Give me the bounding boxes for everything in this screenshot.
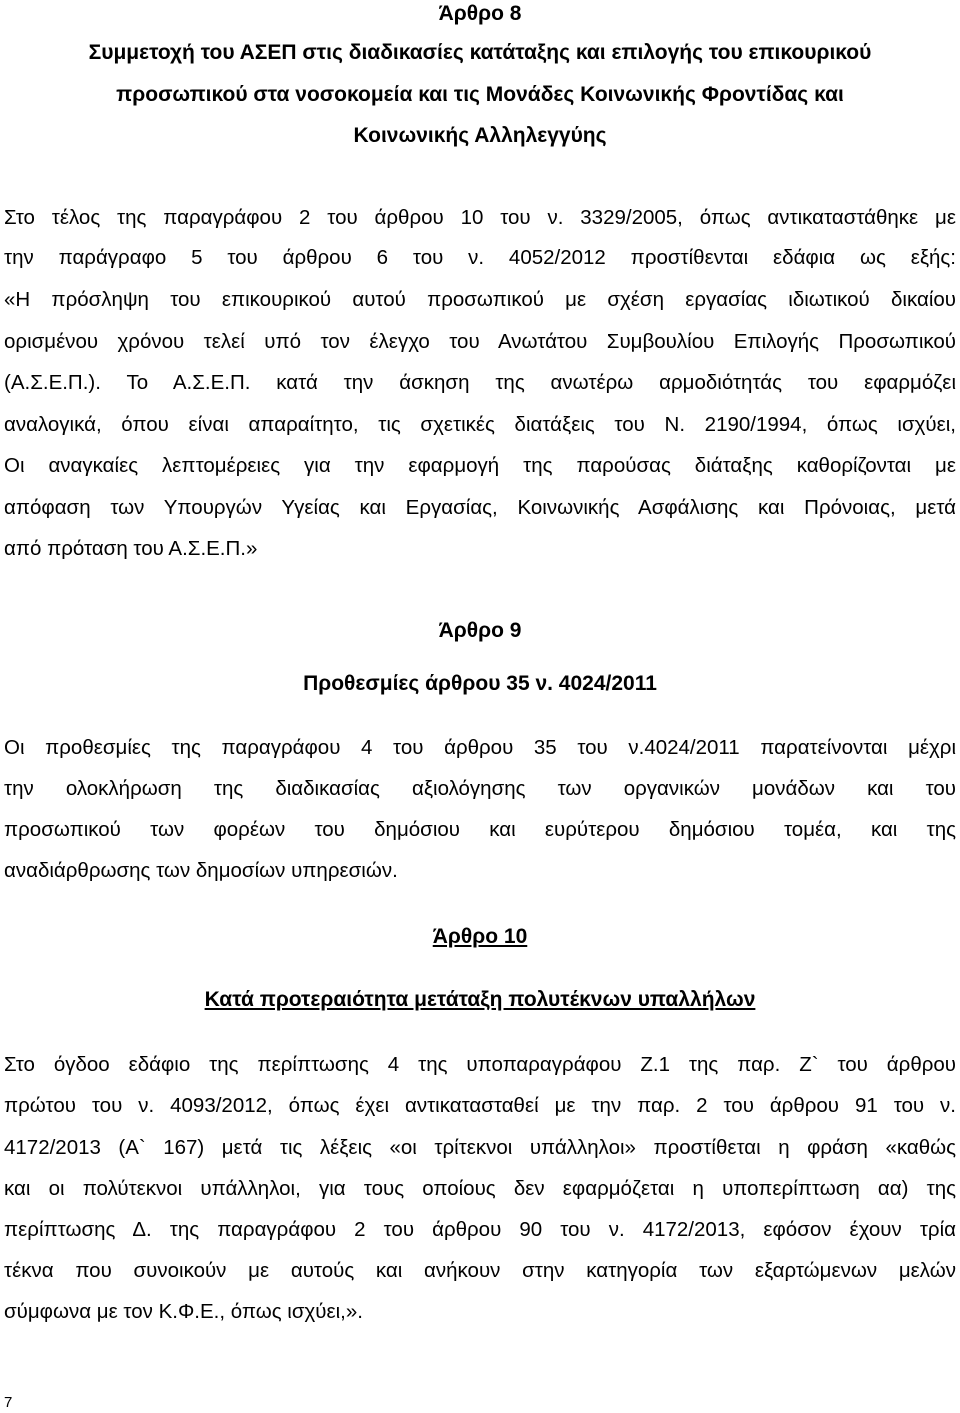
article-10-body-line: και οι πολύτεκνοι υπάλληλοι, για τους οποίους δεν εφαρμόζεται η υποπερίπτωση αα) της	[4, 1177, 956, 1200]
article-8-title-line-2: προσωπικού στα νοσοκομεία και τις Μονάδες Κοινωνικής Φροντίδας και	[116, 83, 844, 106]
article-9-body-line: προσωπικού των φορέων του δημόσιου και ευρύτερου δημόσιου τομέα, και της	[4, 818, 956, 841]
article-8-title-line-1: Συμμετοχή του ΑΣΕΠ στις διαδικασίες κατάταξης και επιλογής του επικουρικού	[88, 41, 872, 64]
article-8-body-line: ορισμένου χρόνου τελεί υπό τον έλεγχο του Ανωτάτου Συμβουλίου Επιλογής Προσωπικού	[4, 330, 956, 353]
article-8-body-line: από πρόταση του Α.Σ.Ε.Π.»	[4, 537, 258, 560]
article-9-body-line: Οι προθεσμίες της παραγράφου 4 του άρθρου 35 του ν.4024/2011 παρατείνονται μέχρι	[4, 736, 956, 759]
article-8-body-line: την παράγραφο 5 του άρθρου 6 του ν. 4052/2012 προστίθενται εδάφια ως εξής:	[4, 246, 956, 269]
article-8-title-line-3: Κοινωνικής Αλληλεγγύης	[353, 124, 607, 147]
article-9-body-line: αναδιάρθρωσης των δημοσίων υπηρεσιών.	[4, 859, 398, 882]
article-8-body-line: «Η πρόσληψη του επικουρικού αυτού προσωπικού με σχέση εργασίας ιδιωτικού δικαίου	[4, 288, 956, 311]
article-10-body-line: τέκνα που συνοικούν με αυτούς και ανήκουν στην κατηγορία των εξαρτώμενων μελών	[4, 1259, 956, 1282]
article-8-body-line: Οι αναγκαίες λεπτομέρειες για την εφαρμογή της παρούσας διάταξης καθορίζονται με	[4, 454, 956, 477]
article-9-body-line: την ολοκλήρωση της διαδικασίας αξιολόγησης των οργανικών μονάδων και του	[4, 777, 956, 800]
article-10-body-line: Στο όγδοο εδάφιο της περίπτωσης 4 της υποπαραγράφου Ζ.1 της παρ. Ζ` του άρθρου	[4, 1053, 956, 1076]
article-10-body-line: 4172/2013 (Α` 167) μετά τις λέξεις «οι τρίτεκνοι υπάλληλοι» προστίθεται η φράση «καθώς	[4, 1136, 956, 1159]
article-10-body-line: περίπτωσης Δ. της παραγράφου 2 του άρθρου 90 του ν. 4172/2013, εφόσον έχουν τρία	[4, 1218, 956, 1241]
article-9-title: Προθεσμίες άρθρου 35 ν. 4024/2011	[303, 672, 657, 695]
article-10-heading: Άρθρο 10	[432, 925, 528, 948]
article-8-body-line: αναλογικά, όπου είναι απαραίτητο, τις σχετικές διατάξεις του Ν. 2190/1994, όπως ισχύει,	[4, 413, 956, 436]
article-10-body-line: πρώτου του ν. 4093/2012, όπως έχει αντικατασταθεί με την παρ. 2 του άρθρου 91 του ν.	[4, 1094, 956, 1117]
article-8-body-line: Στο τέλος της παραγράφου 2 του άρθρου 10 του ν. 3329/2005, όπως αντικαταστάθηκε με	[4, 206, 956, 229]
article-10-title: Κατά προτεραιότητα μετάταξη πολυτέκνων υπαλλήλων	[204, 988, 756, 1011]
article-8-heading: Άρθρο 8	[438, 2, 522, 25]
article-8-body-line: απόφαση των Υπουργών Υγείας και Εργασίας, Κοινωνικής Ασφάλισης και Πρόνοιας, μετά	[4, 496, 956, 519]
page-number: 7	[4, 1394, 13, 1411]
article-10-body-line: σύμφωνα με τον Κ.Φ.Ε., όπως ισχύει,».	[4, 1300, 363, 1323]
article-8-body-line: (Α.Σ.Ε.Π.). Το Α.Σ.Ε.Π. κατά την άσκηση της ανωτέρω αρμοδιότητάς του εφαρμόζει	[4, 371, 956, 394]
article-9-heading: Άρθρο 9	[438, 619, 522, 642]
